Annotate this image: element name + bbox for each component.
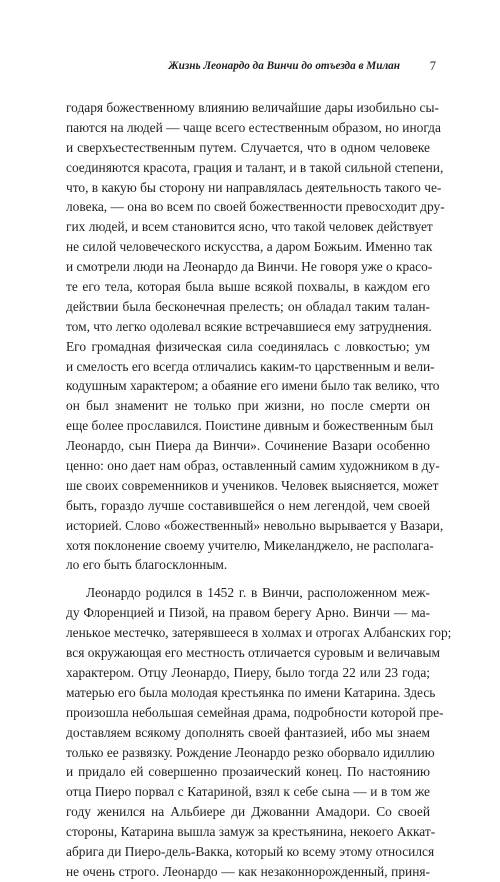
text-line: не силой человеческого искусства, а даром Божьим. Именно так [66, 239, 433, 255]
text-line: ло его быть благосклонным. [66, 557, 228, 573]
text-line: том, что легко одолевал всякие встречавшиеся ему затруднения. [66, 318, 432, 334]
text-line: ше своих современников и учеников. Человек выясняется, может [66, 477, 439, 493]
text-line: и сверхъестественным путем. Случается, что в одном человеке [66, 139, 430, 155]
paragraph [66, 98, 445, 575]
text-line: действии была бесконечная прелесть; он обладал таким талан- [66, 298, 430, 314]
text-line: и придало ей совершенно прозаический конец. По настоянию [66, 764, 430, 780]
running-head-title: Жизнь Леонардо да Винчи до отъезда в Милан [168, 60, 400, 72]
text-line: ду Флоренцией и Пизой, на правом берегу Арно. Винчи — ма- [66, 605, 430, 621]
text-line: ценно: оно дает нам образ, оставленный самим художником в ду- [66, 458, 440, 474]
text-line: гих людей, и всем становится ясно, что такой человек действует [66, 219, 433, 235]
text-line: те его тела, которая была выше всякой похвалы, в каждом его [66, 279, 430, 295]
text-line: кодушным характером; а обаяние его имени было так велико, что [66, 378, 440, 394]
text-line: паются на людей — чаще всего естественным образом, но иногда [66, 119, 441, 135]
text-line: хотя поклонение своему учителю, Микеланджело, не располага- [66, 537, 434, 553]
text-line: отца Пиеро порвал с Катариной, взял к себе сына — и в том же [66, 784, 430, 800]
text-line: стороны, Катарина вышла замуж за крестьянина, некоего Аккат- [66, 824, 436, 840]
running-head [66, 60, 436, 78]
text-line: только ее развязку. Рождение Леонардо резко оборвало идиллию [66, 744, 435, 760]
text-line: матерью его была молодая крестьянка по имени Катарина. Здесь [66, 684, 436, 700]
text-line: историей. Слово «божественный» невольно вырывается у Вазари, [66, 517, 444, 533]
body-text [66, 98, 452, 882]
page-number: 7 [429, 59, 436, 73]
text-line: Леонардо, сын Пиера да Винчи». Сочинение Вазари особенно [66, 438, 430, 454]
text-line: соединяются красота, грация и талант, и в такой сильной степени, [66, 159, 444, 175]
text-line: доставляем всякому дополнять своей фантазией, ибо мы знаем [66, 724, 430, 740]
text-line: ленькое местечко, затерявшееся в холмах и отрогах Албанских гор; [66, 625, 452, 641]
text-line: годаря божественному влиянию величайшие дары изобильно сы- [66, 100, 439, 115]
text-line: характером. Отцу Леонардо, Пиеру, было тогда 22 или 23 года; [66, 664, 430, 680]
text-line: году женился на Альбиере ди Джованни Амадори. Со своей [66, 804, 430, 820]
text-line: что, в какую бы сторону ни направлялась деятельность такого че- [66, 179, 442, 195]
text-line: Леонардо родился в 1452 г. в Винчи, расположенном меж- [86, 585, 430, 601]
paragraph [66, 583, 452, 881]
text-line: и смелость его всегда отличались каким-то царственным и вели- [66, 358, 435, 374]
text-line: вся окружающая его местность отличается суровым и величавым [66, 645, 441, 661]
text-line: он был знаменит не только при жизни, но после смерти он [66, 398, 430, 414]
text-line: быть, гораздо лучше составившейся о нем легендой, чем своей [66, 497, 430, 513]
text-line: абрига ди Пиеро-дель-Вакка, который ко всему этому относился [66, 843, 435, 859]
text-line: произошла небольшая семейная драма, подробности которой пре- [66, 704, 444, 720]
text-line: и смотрели люди на Леонардо да Винчи. Не говоря уже о красо- [66, 259, 433, 275]
text-line: еще более прославился. Поистине дивным и божественным был [66, 418, 434, 434]
text-line: не очень строго. Леонардо — как незаконнорожденный, приня- [66, 863, 430, 879]
text-line: ловека, — она во всем по своей божественности превосходит дру- [66, 199, 445, 215]
text-line: Его громадная физическая сила соединялась с ловкостью; ум [66, 338, 430, 354]
